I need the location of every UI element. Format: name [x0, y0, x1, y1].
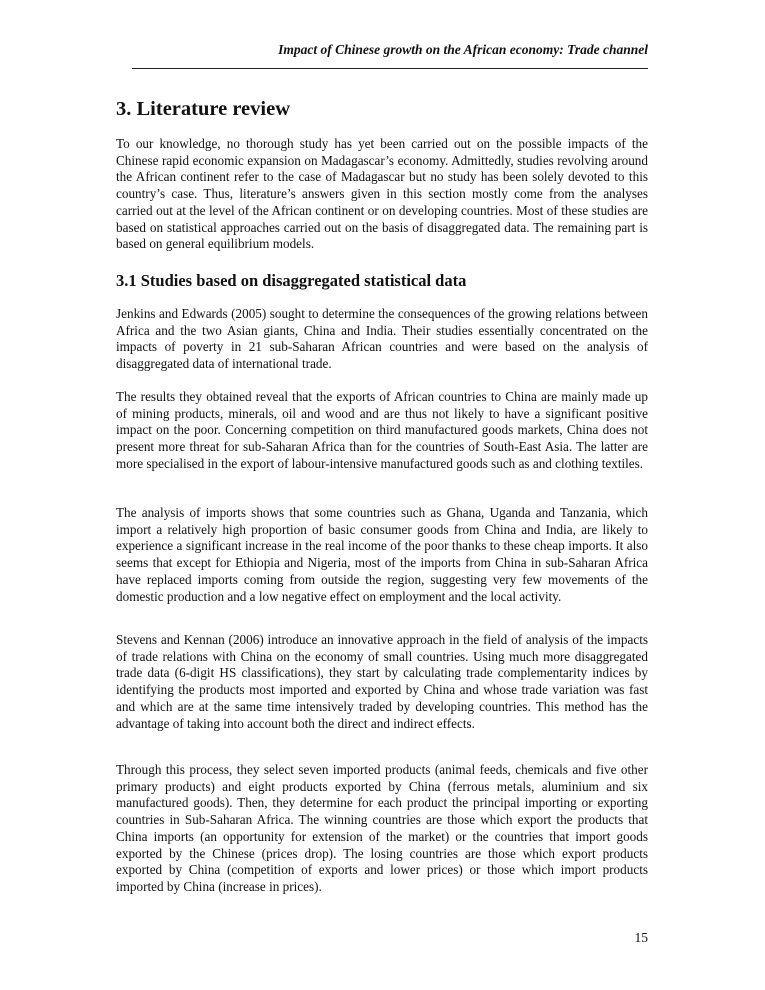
header-rule [132, 68, 648, 69]
body-paragraph: Jenkins and Edwards (2005) sought to determine the consequences of the growing relations between Africa and the two Asian giants, China and India. Their studies essentially concentrated on the impacts of poverty in 21 sub-Saharan African countries and were based on the analysis of disaggregated data of international trade. [116, 306, 648, 372]
subsection-title: 3.1 Studies based on disaggregated statistical data [116, 271, 467, 290]
running-header: Impact of Chinese growth on the African economy: Trade channel [278, 42, 648, 57]
section-title: 3. Literature review [116, 98, 290, 120]
body-paragraph: Through this process, they select seven imported products (animal feeds, chemicals and five other primary products) and eight products exported by China (ferrous metals, aluminium and six manufactured goods). Then, they determine for each product the principal importing or exporting countries in Sub-Saharan Africa. The winning countries are those which export the products that China imports (an opportunity for extension of the market) or the countries that import goods exported by the Chinese (prices drop). The losing countries are those which export products exported by China (competition of exports and lower prices) or those which import products imported by China (increase in prices). [116, 762, 648, 894]
body-paragraph: Stevens and Kennan (2006) introduce an innovative approach in the field of analysis of the impacts of trade relations with China on the economy of small countries. Using much more disaggregated trade data (6-digit HS classifications), they start by calculating trade complementarity indices by identifying the products most imported and exported by China and whose trade variation was fast and which are at the same time intensively traded by developing countries. This method has the advantage of taking into account both the direct and indirect effects. [116, 632, 648, 731]
page-number: 15 [634, 930, 648, 945]
body-paragraph: The analysis of imports shows that some countries such as Ghana, Uganda and Tanzania, which import a relatively high proportion of basic consumer goods from China and India, are likely to experience a significant increase in the real income of the poor thanks to these cheap imports. It also seems that except for Ethiopia and Nigeria, most of the imports from China in sub-Saharan Africa have replaced imports coming from outside the region, suggesting very few movements of the domestic production and a low negative effect on employment and the local activity. [116, 505, 648, 604]
body-paragraph: To our knowledge, no thorough study has yet been carried out on the possible impacts of the Chinese rapid economic expansion on Madagascar’s economy. Admittedly, studies revolving around the African continent refer to the case of Madagascar but no study has been solely devoted to this country’s case. Thus, literature’s answers given in this section mostly come from the analyses carried out at the level of the African continent or on developing countries. Most of these studies are based on statistical approaches carried out on the basis of disaggregated data. The remaining part is based on general equilibrium models. [116, 136, 648, 252]
body-paragraph: The results they obtained reveal that the exports of African countries to China are mainly made up of mining products, minerals, oil and wood and are thus not likely to have a significant positive impact on the poor. Concerning competition on third manufactured goods markets, China does not present more threat for sub-Saharan Africa than for the countries of South-East Asia. The latter are more specialised in the export of labour-intensive manufactured goods such as and clothing textiles. [116, 389, 648, 471]
